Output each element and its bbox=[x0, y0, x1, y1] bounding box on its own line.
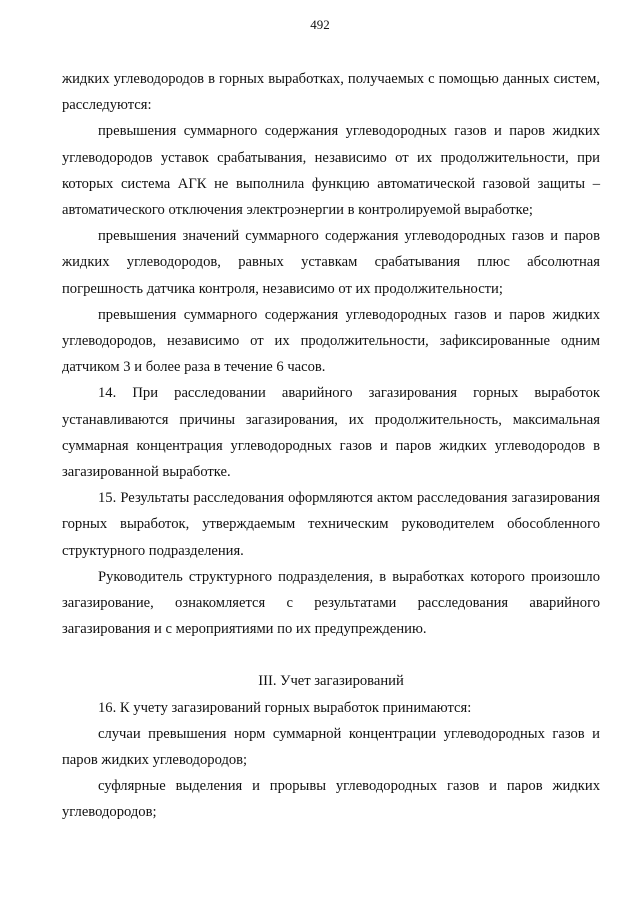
paragraph-item-15: 15. Результаты расследования оформляются актом расследования загазирования горных выработок, утверждаемым техническим руководителем обособленного структурного подразделения. bbox=[62, 490, 600, 559]
paragraph-list-item-2: суфлярные выделения и прорывы углеводородных газов и паров жидких углеводородов; bbox=[62, 778, 600, 821]
paragraph-case-2: превышения значений суммарного содержания углеводородных газов и паров жидких углеводородов, равных уставкам срабатывания плюс абсолютная погрешность датчика контроля, независимо от их продолжительности; bbox=[62, 228, 600, 297]
paragraph-list-item-1: случаи превышения норм суммарной концентрации углеводородных газов и паров жидких углеводородов; bbox=[62, 725, 600, 769]
section-heading: III. Учет загазирований bbox=[258, 673, 404, 690]
page-number: 492 bbox=[310, 17, 330, 32]
paragraph-continuation: жидких углеводородов в горных выработках, получаемых с помощью данных систем, расследуются: bbox=[62, 71, 600, 114]
paragraph-case-1: превышения суммарного содержания углеводородных газов и паров жидких углеводородов уставок срабатывания, независимо от их продолжительности, при которых система АГК не выполнила функцию автоматической газовой защиты – автоматического отключения электроэнергии в контролируемой выработке; bbox=[62, 123, 600, 219]
document-body bbox=[62, 66, 600, 826]
paragraph-case-3: превышения суммарного содержания углеводородных газов и паров жидких углеводородов, независимо от их продолжительности, зафиксированные одним датчиком 3 и более раза в течение 6 часов. bbox=[62, 306, 600, 376]
paragraph-manager: Руководитель структурного подразделения, в выработках которого произошло загазирование, ознакомляется с результатами расследования аварийного загазирования и с мероприятиями по их предупреждению. bbox=[62, 568, 600, 638]
paragraph-item-14: 14. При расследовании аварийного загазирования горных выработок устанавливаются причины загазирования, их продолжительность, максимальная суммарная концентрация углеводородных газов и паров жидких углеводородов в загазированной выработке. bbox=[62, 385, 600, 481]
paragraph-item-16: 16. К учету загазирований горных выработок принимаются: bbox=[98, 699, 472, 716]
